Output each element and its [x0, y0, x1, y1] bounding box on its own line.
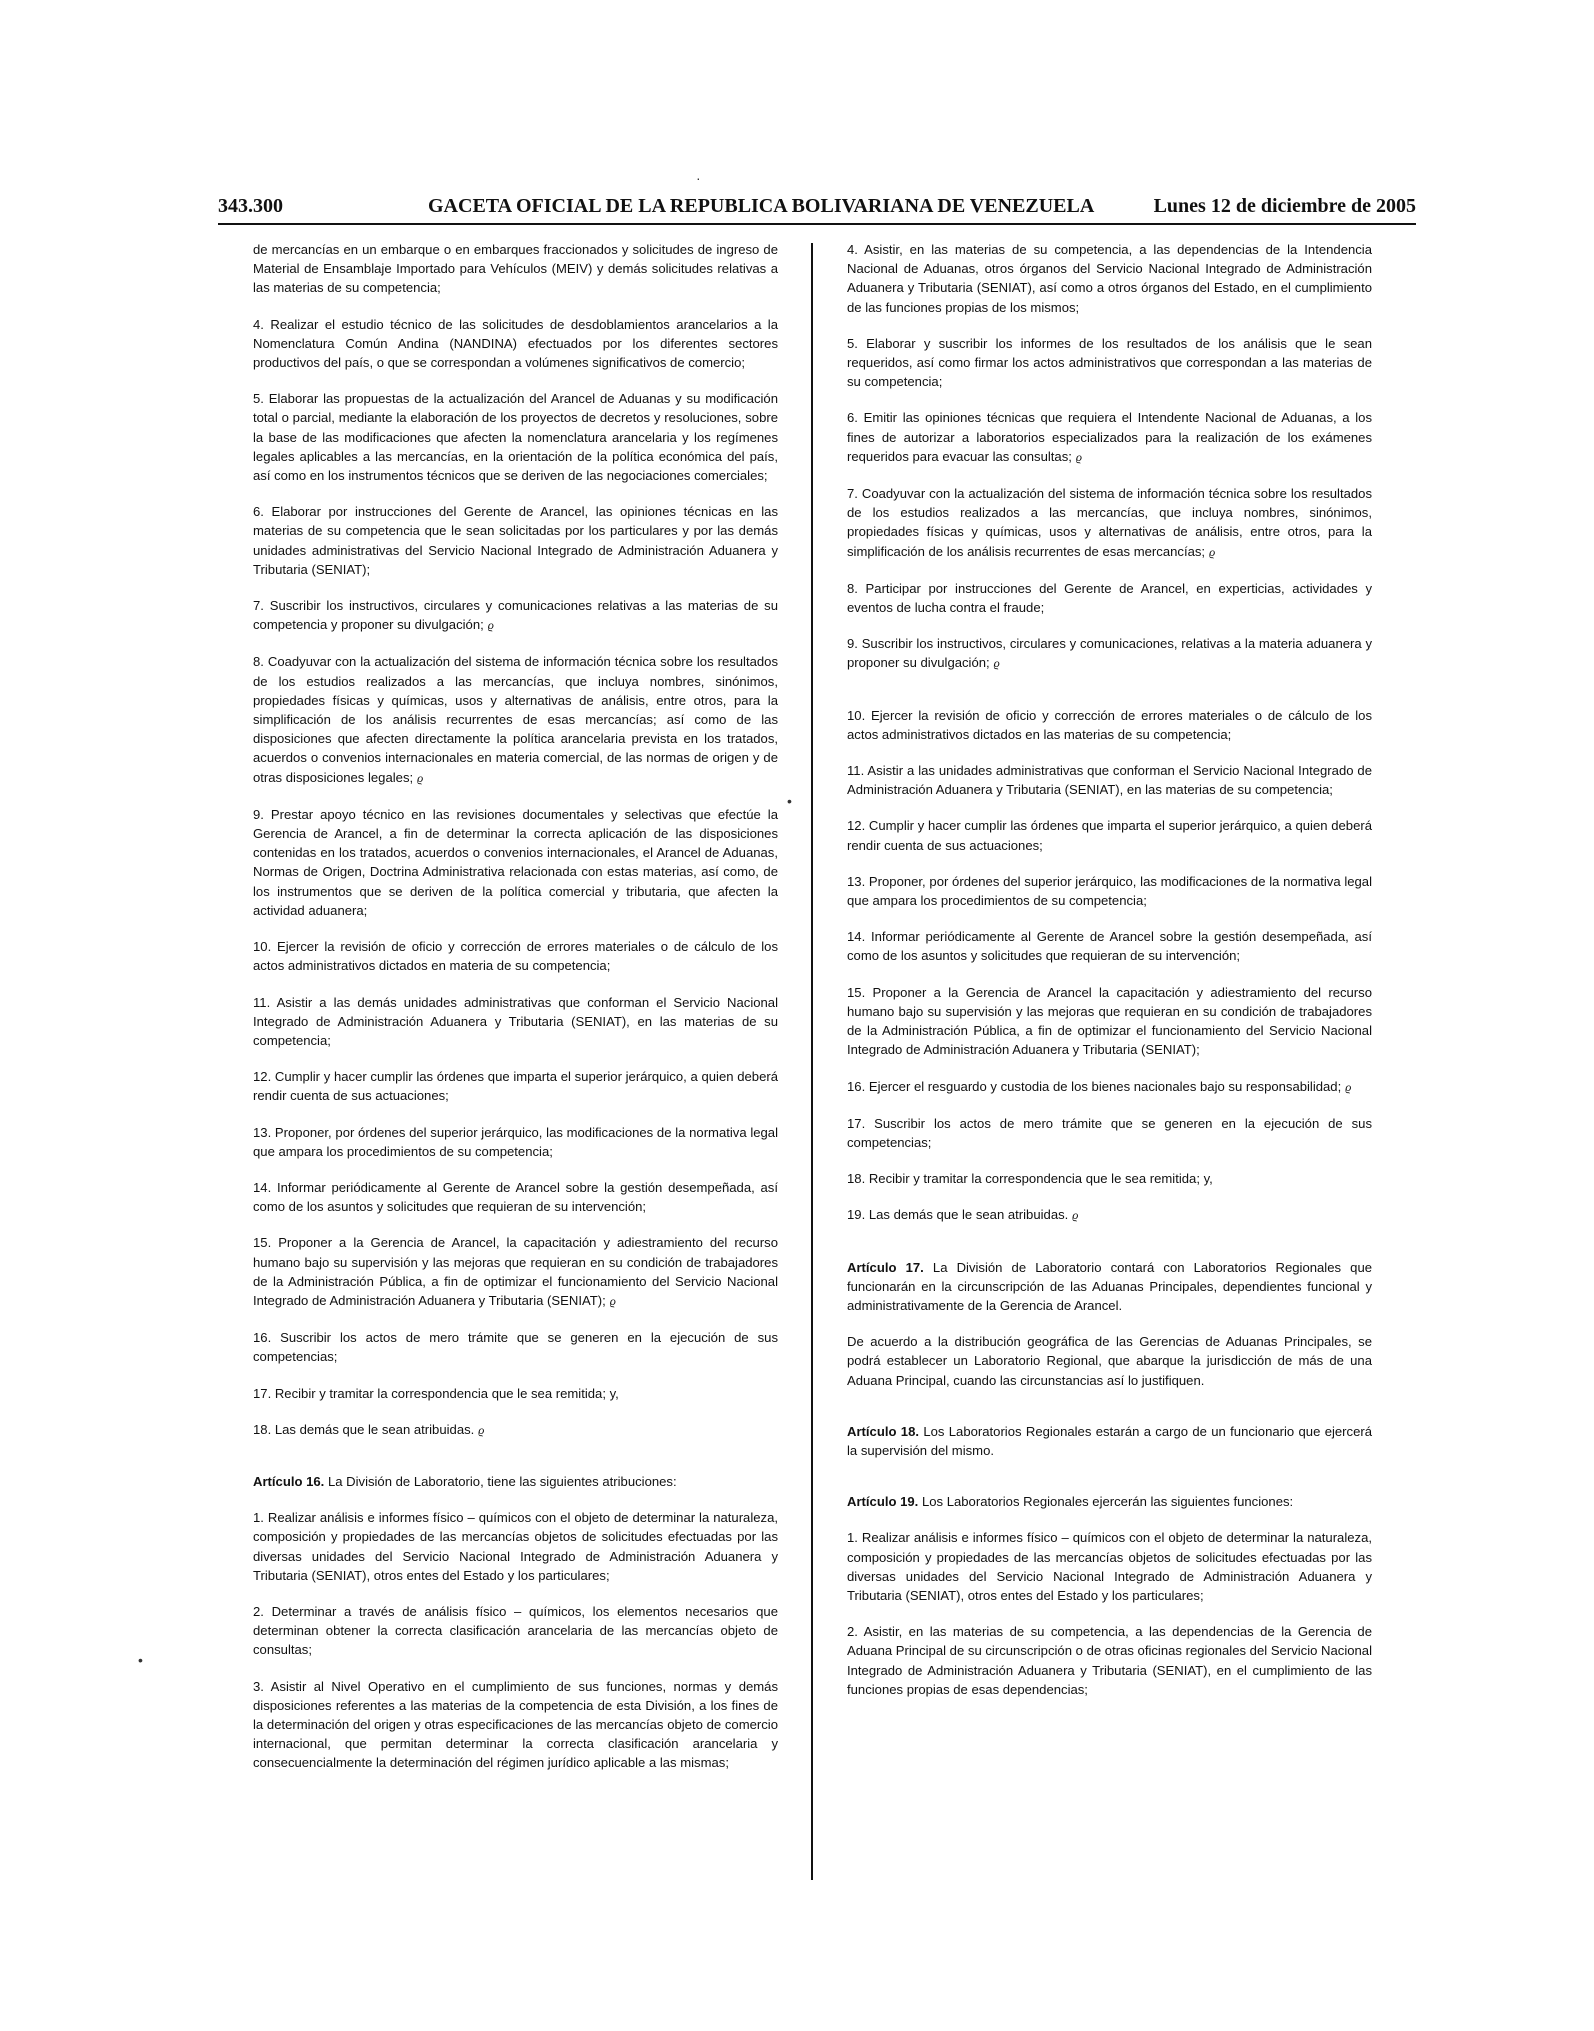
article-16: [253, 1472, 778, 1491]
article-18: [847, 1422, 1372, 1460]
handwritten-initials: ϱ: [417, 770, 424, 785]
paragraph: 2. Determinar a través de análisis físico – químicos, los elementos necesarios que determinan obtener la correcta clasificación arancelaria de las mercancías objeto de consultas;: [253, 1603, 778, 1658]
paragraph: 14. Informar periódicamente al Gerente de Arancel sobre la gestión desempeñada, así como de los asuntos y solicitudes que requieran de su intervención;: [253, 1179, 778, 1215]
paragraph: 11. Asistir a las demás unidades administrativas que conforman el Servicio Nacional Integrado de Administración Aduanera y Tributaria (SENIAT), en las materias de su competencia;: [253, 994, 778, 1048]
paragraph: 10. Ejercer la revisión de oficio y corrección de errores materiales o de cálculo de los actos administrativos dictados en las materias de su competencia;: [847, 707, 1372, 742]
handwritten-initials: ϱ: [1209, 544, 1216, 559]
article-text: Los Laboratorios Regionales ejercerán las siguientes funciones:: [921, 1494, 1294, 1510]
paragraph-text: 7. Coadyuvar con la actualización del sistema de información técnica sobre los resultados de los estudios realizados a las mercancías, que incluya nombres, sinónimos, propiedades físicas y químicas, usos y alternativas de análisis, entre otros, para la simplificación de los análisis recurrentes de esas mercancías;: [847, 486, 1372, 559]
paragraph-text: 19. Las demás que le sean atribuidas.: [847, 1207, 1069, 1223]
paragraph: 3. Asistir al Nivel Operativo en el cumplimiento de sus funciones, normas y demás disposiciones referentes a las materias de la competencia de esta División, a los fines de la determinación del origen y otras especificaciones de las mercancías objeto de comercio internacional, que permitan determinar la correcta clasificación arancelaria y consecuencialmente la determinación del régimen jurídico aplicable a las mismas;: [253, 1678, 778, 1771]
paragraph: 13. Proponer, por órdenes del superior jerárquico, las modificaciones de la normativa legal que ampara los procedimientos de su competencia;: [847, 873, 1372, 909]
handwritten-initials: ϱ: [1075, 449, 1082, 464]
paragraph: 5. Elaborar y suscribir los informes de los resultados de los análisis que le sean requeridos, así como firmar los actos administrativos que correspondan a las materias de su competencia;: [847, 335, 1372, 390]
left-column: [253, 240, 778, 1790]
handwritten-initials: ϱ: [993, 656, 1000, 671]
paragraph-text: 15. Proponer a la Gerencia de Arancel, la capacitación y adiestramiento del recurso humano bajo su supervisión y las mejoras que requieran en su condición de trabajadores de la Administración Pública, a fin de optimizar el funcionamiento del Servicio Nacional Integrado de Administración Aduanera y Tributaria (SENIAT);: [253, 1235, 778, 1308]
paragraph: [253, 652, 778, 787]
article-label: Artículo 18.: [847, 1423, 919, 1439]
paragraph: de mercancías en un embarque o en embarques fraccionados y solicitudes de ingreso de Material de Ensamblaje Importado para Vehículos (MEIV) y demás solicitudes relativas a las materias de su competencia;: [253, 242, 778, 296]
paragraph: 2. Asistir, en las materias de su competencia, a las dependencias de la Gerencia de Aduana Principal de su circunscripción o de otras oficinas regionales del Servicio Nacional Integrado de Administración Aduanera y Tributaria (SENIAT), en el cumplimiento de las funciones propias de esas dependencias;: [847, 1624, 1372, 1697]
paragraph: 8. Participar por instrucciones del Gerente de Arancel, en experticias, actividades y eventos de lucha contra el fraude;: [847, 580, 1372, 616]
article-17: [847, 1258, 1372, 1316]
right-column: [847, 240, 1372, 1716]
article-19: [847, 1492, 1372, 1511]
paragraph: 9. Prestar apoyo técnico en las revisiones documentales y selectivas que efectúe la Gerencia de Arancel, a fin de determinar la correcta aplicación de las disposiciones contenidas en los tratados, acuerdos o convenios internacionales, el Arancel de Aduanas, Normas de Origen, Doctrina Administrativa relacionada con estas materias, así como, de los instrumentos que se deriven de la política comercial y tributaria, que afecten la actividad aduanera;: [253, 806, 778, 918]
scan-speck: •: [787, 793, 792, 809]
paragraph-text: 9. Suscribir los instructivos, circulares y comunicaciones, relativas a la materia aduanera y proponer su divulgación;: [847, 636, 1372, 671]
article-label: Artículo 16.: [253, 1473, 325, 1489]
paragraph: 10. Ejercer la revisión de oficio y corrección de errores materiales o de cálculo de los actos administrativos dictados en materia de su competencia;: [253, 939, 778, 974]
scan-speck: ·: [696, 170, 701, 186]
paragraph-text: 7. Suscribir los instructivos, circulares y comunicaciones relativas a las materias de su competencia y proponer su divulgación;: [253, 598, 778, 633]
paragraph: 1. Realizar análisis e informes físico – químicos con el objeto de determinar la naturaleza, composición y propiedades de las mercancías objetos de solicitudes efectuadas por las diversas unidades del Servicio Nacional Integrado de Administración Aduanera y Tributaria (SENIAT), otros entes del Estado y los particulares;: [253, 1510, 778, 1583]
paragraph: [253, 596, 778, 635]
paragraph: 17. Recibir y tramitar la correspondencia que le sea remitida; y,: [253, 1385, 619, 1401]
article-text: Los Laboratorios Regionales estarán a cargo de un funcionario que ejercerá la supervisión del mismo.: [847, 1423, 1373, 1458]
paragraph: 15. Proponer a la Gerencia de Arancel la capacitación y adiestramiento del recurso humano bajo su supervisión y las mejoras que requieran en su condición de trabajadores de la Administración Pública, a fin de optimizar el funcionamiento del Servicio Nacional Integrado de Administración Aduanera y Tributaria (SENIAT);: [847, 984, 1372, 1058]
paragraph-text: 18. Las demás que le sean atribuidas.: [253, 1421, 475, 1437]
issue-date: Lunes 12 de diciembre de 2005: [1153, 195, 1416, 217]
paragraph: [847, 408, 1372, 467]
paragraph-text: 16. Ejercer el resguardo y custodia de los bienes nacionales bajo su responsabilidad;: [847, 1078, 1342, 1094]
scan-speck: •: [138, 1652, 143, 1668]
paragraph: 12. Cumplir y hacer cumplir las órdenes que imparta el superior jerárquico, a quien deberá rendir cuenta de sus actuaciones;: [847, 818, 1372, 853]
paragraph: 4. Realizar el estudio técnico de las solicitudes de desdoblamientos arancelarios a la Nomenclatura Común Andina (NANDINA) efectuados por los diferentes sectores productivos del país, o que se correspondan a volúmenes significativos de comercio;: [253, 316, 778, 371]
paragraph: [253, 1420, 778, 1440]
paragraph: [847, 634, 1372, 673]
handwritten-initials: ϱ: [609, 1293, 616, 1308]
gazette-title: GACETA OFICIAL DE LA REPUBLICA BOLIVARIANA DE VENEZUELA: [428, 195, 1095, 217]
article-label: Artículo 19.: [847, 1494, 919, 1510]
article-label: Artículo 17.: [847, 1259, 924, 1275]
handwritten-initials: ϱ: [487, 618, 494, 633]
paragraph: [847, 1077, 1372, 1097]
paragraph: 4. Asistir, en las materias de su competencia, a las dependencias de la Intendencia Nacional de Aduanas, otros órganos del Servicio Nacional Integrado de Administración Aduanera y Tributaria (SENIAT), así como a otros órganos del Estado, en el cumplimiento de las funciones propias de los mismos;: [847, 242, 1372, 315]
paragraph-text: 6. Emitir las opiniones técnicas que requiera el Intendente Nacional de Aduanas, a los fines de autorizar a laboratorios especializados para la realización de los exámenes requeridos para evacuar las consultas;: [847, 410, 1372, 464]
page-number: 343.300: [218, 195, 283, 217]
paragraph: 16. Suscribir los actos de mero trámite que se generen en la ejecución de sus competencias;: [253, 1330, 778, 1365]
handwritten-initials: ϱ: [478, 1422, 485, 1437]
paragraph: 14. Informar periódicamente al Gerente de Arancel sobre la gestión desempeñada, así como de los asuntos y solicitudes que requieran de su intervención;: [847, 929, 1372, 964]
handwritten-initials: ϱ: [1345, 1079, 1352, 1094]
gazette-header: [218, 195, 1416, 225]
paragraph: 12. Cumplir y hacer cumplir las órdenes que imparta el superior jerárquico, a quien deberá rendir cuenta de sus actuaciones;: [253, 1069, 778, 1104]
article-text: La División de Laboratorio, tiene las siguientes atribuciones:: [327, 1473, 677, 1489]
article-text: La División de Laboratorio contará con Laboratorios Regionales que funcionarán en la circunscripción de las Aduanas Principales, dependientes funcional y administrativamente de la Gerencia de Arancel.: [847, 1259, 1373, 1313]
paragraph: 6. Elaborar por instrucciones del Gerente de Arancel, las opiniones técnicas en las materias de su competencia que le sean solicitadas por los particulares y por las demás unidades administrativas del Servicio Nacional Integrado de Administración Aduanera y Tributaria (SENIAT);: [253, 504, 778, 577]
paragraph-text: 8. Coadyuvar con la actualización del sistema de información técnica sobre los resultados de los estudios realizados a las mercancías, que incluya nombres, sinónimos, propiedades físicas y químicas, usos y alternativas de análisis, entre otros, para la simplificación de los análisis recurrentes de esas mercancías; así como de las disposiciones que afecten directamente la política arancelaria prevista en los tratados, acuerdos o convenios internacionales en materia comercial, de las normas de origen y de otras disposiciones legales;: [253, 654, 778, 785]
handwritten-initials: ϱ: [1072, 1208, 1079, 1223]
paragraph: 5. Elaborar las propuestas de la actualización del Arancel de Aduanas y su modificación total o parcial, mediante la elaboración de los proyectos de decretos y resoluciones, sobre la base de las modificaciones que afecten la nomenclatura arancelaria y los regímenes legales aplicables a las mercancías, en la orientación de la política económica del país, así como en los instrumentos técnicos que se deriven de las negociaciones comerciales;: [253, 391, 778, 484]
paragraph: 13. Proponer, por órdenes del superior jerárquico, las modificaciones de la normativa legal que ampara los procedimientos de su competencia;: [253, 1124, 778, 1159]
paragraph: 1. Realizar análisis e informes físico – químicos con el objeto de determinar la naturaleza, composición y propiedades de las mercancías objetos de solicitudes efectuadas por las diversas unidades del Servicio Nacional Integrado de Administración Aduanera y Tributaria (SENIAT), otros entes del Estado y los particulares;: [847, 1530, 1372, 1603]
paragraph: [847, 1205, 1372, 1225]
column-divider: [811, 243, 813, 1880]
paragraph: 18. Recibir y tramitar la correspondencia que le sea remitida; y,: [847, 1171, 1213, 1187]
paragraph: [253, 1233, 778, 1311]
paragraph: 11. Asistir a las unidades administrativas que conforman el Servicio Nacional Integrado de Administración Aduanera y Tributaria (SENIAT), en las materias de su competencia;: [847, 763, 1372, 798]
paragraph: [847, 484, 1372, 562]
paragraph: De acuerdo a la distribución geográfica de las Gerencias de Aduanas Principales, se podrá establecer un Laboratorio Regional, que abarque la jurisdicción de más de una Aduana Principal, cuando las circunstancias así lo justifiquen.: [847, 1334, 1372, 1388]
paragraph: 17. Suscribir los actos de mero trámite que se generen en la ejecución de sus competencias;: [847, 1115, 1372, 1150]
